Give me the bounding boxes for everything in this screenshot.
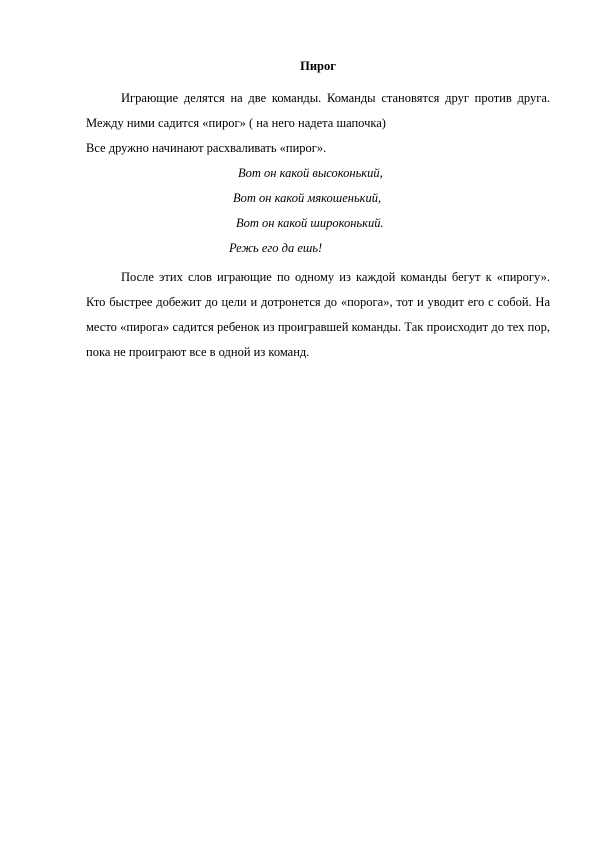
paragraph-game-rules: После этих слов играющие по одному из каждой команды бегут к «пирогу». Кто быстрее добежит до цели и дотронется до «порога», тот и уводит его с собой. На место «пирога» садится ребенок из проигравшей команды. Так происходит до тех пор, пока не проиграют все в одной из команд. xyxy=(86,270,550,359)
document-body xyxy=(86,58,550,365)
paragraph-praise-intro: Все дружно начинают расхваливать «пирог». xyxy=(86,141,327,155)
document-title: Пирог xyxy=(300,59,336,73)
verse-line-3: Вот он какой широконький. xyxy=(236,216,384,230)
paragraph-rules-intro: Играющие делятся на две команды. Команды становятся друг против друга. Между ними садится «пирог» ( на него надета шапочка) xyxy=(86,91,550,130)
verse-line-2: Вот он какой мякошенький, xyxy=(233,191,382,205)
verse-line-1: Вот он какой высоконький, xyxy=(238,166,383,180)
verse-line-4: Режь его да ешь! xyxy=(229,241,323,255)
